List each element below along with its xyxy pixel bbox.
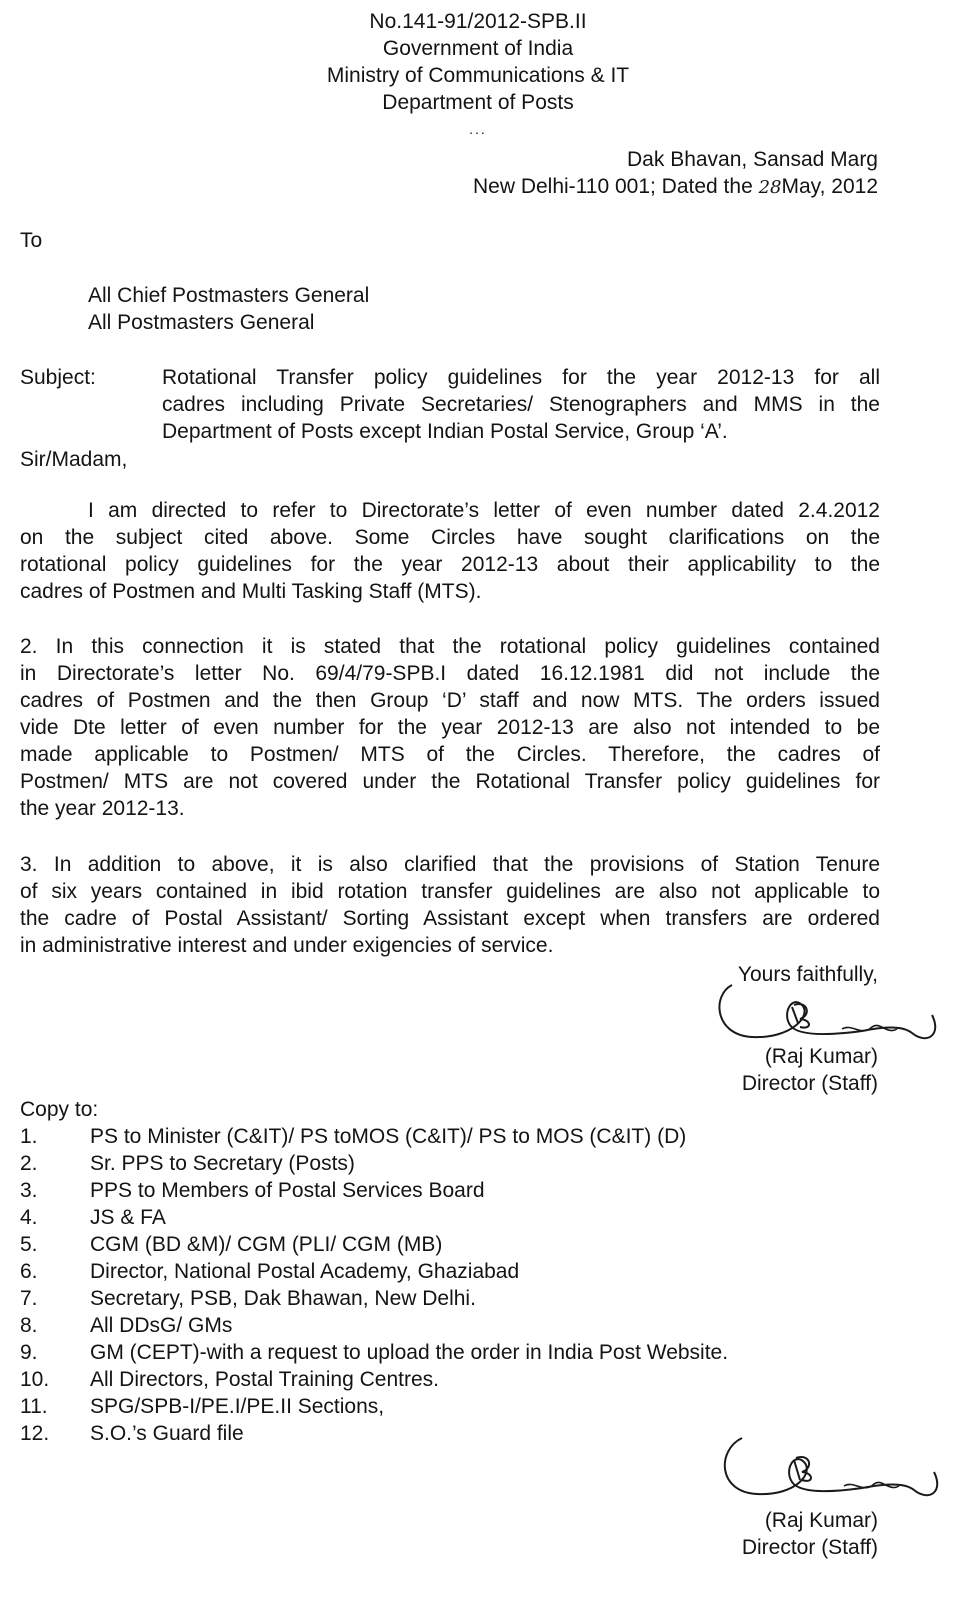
letter-header — [0, 8, 956, 143]
paragraph-line: 2. In this connection it is stated that the rotational policy guidelines contained — [20, 635, 880, 658]
header-separator: ... — [469, 121, 487, 137]
copy-to-label: Copy to: — [20, 1098, 99, 1121]
paragraph-2 — [20, 633, 880, 822]
list-item: 7. Secretary, PSB, Dak Bhawan, New Delhi. — [20, 1287, 476, 1310]
paragraph-3 — [20, 851, 880, 959]
paragraph-line: rotational policy guidelines for the year 2012-13 about their applicability to the — [20, 553, 880, 576]
department-name: Department of Posts — [382, 91, 574, 114]
list-item: 2. Sr. PPS to Secretary (Posts) — [20, 1152, 355, 1175]
date-suffix: May, 2012 — [781, 175, 878, 198]
paragraph-line: I am directed to refer to Directorate’s letter of even number dated 2.4.2012 — [88, 499, 880, 522]
subject-line: Department of Posts except Indian Postal Service, Group ‘A’. — [162, 420, 728, 443]
salutation: Sir/Madam, — [20, 448, 128, 471]
paragraph-1 — [20, 497, 880, 605]
list-item: 9. GM (CEPT)-with a request to upload the order in India Post Website. — [20, 1341, 729, 1364]
list-item: 3. PPS to Members of Postal Services Board — [20, 1179, 485, 1202]
copy-to-list — [20, 1123, 880, 1447]
list-item: 8. All DDsG/ GMs — [20, 1314, 233, 1337]
recipient-2: All Postmasters General — [88, 311, 315, 334]
list-item: 5. CGM (BD &M)/ CGM (PLI/ CGM (MB) — [20, 1233, 443, 1256]
list-item: 12. S.O.’s Guard file — [20, 1422, 244, 1445]
paragraph-line: cadres of Postmen and Multi Tasking Staff (MTS). — [20, 580, 482, 603]
signatory-2-designation: Director (Staff) — [741, 1536, 878, 1559]
file-number: No.141-91/2012-SPB.II — [369, 10, 587, 33]
paragraph-line: in Directorate’s letter No. 69/4/79-SPB.I dated 16.12.1981 did not include the — [20, 662, 880, 685]
to-label: To — [20, 229, 43, 252]
date-prefix: New Delhi-110 001; Dated the — [472, 175, 753, 198]
subject-line: cadres including Private Secretaries/ Stenographers and MMS in the — [162, 393, 880, 416]
address-line-1: Dak Bhavan, Sansad Marg — [627, 148, 878, 171]
list-item: 4. JS & FA — [20, 1206, 166, 1229]
address-line-2 — [473, 173, 878, 201]
signatory-designation: Director (Staff) — [741, 1072, 878, 1095]
list-item: 10. All Directors, Postal Training Centres. — [20, 1368, 439, 1391]
paragraph-line: the cadre of Postal Assistant/ Sorting Assistant except when transfers are ordered — [20, 907, 880, 930]
paragraph-line: cadres of Postmen and the then Group ‘D’ staff and now MTS. The orders issued — [20, 689, 880, 712]
list-item: 11. SPG/SPB-I/PE.I/PE.II Sections, — [20, 1395, 385, 1418]
ministry-name: Ministry of Communications & IT — [326, 64, 630, 87]
subject-text — [162, 364, 880, 445]
subject-label: Subject: — [20, 366, 96, 389]
paragraph-line: of six years contained in ibid rotation transfer guidelines are also not applicable to — [20, 880, 880, 903]
government-name: Government of India — [382, 37, 574, 60]
signatory-2-name: (Raj Kumar) — [764, 1509, 878, 1532]
paragraph-line: the year 2012-13. — [20, 797, 185, 820]
list-item: 1. PS to Minister (C&IT)/ PS toMOS (C&IT)/ PS to MOS (C&IT) (D) — [20, 1125, 687, 1148]
signatory-name: (Raj Kumar) — [764, 1045, 878, 1068]
paragraph-line: in administrative interest and under exigencies of service. — [20, 934, 554, 957]
paragraph-line: on the subject cited above. Some Circles have sought clarifications on the — [20, 526, 880, 549]
recipient-1: All Chief Postmasters General — [88, 284, 370, 307]
closing: Yours faithfully, — [737, 963, 878, 986]
paragraph-line: vide Dte letter of even number for the year 2012-13 are also not intended to be — [20, 716, 880, 739]
paragraph-line: 3. In addition to above, it is also clarified that the provisions of Station Tenure — [20, 853, 880, 876]
paragraph-line: Postmen/ MTS are not covered under the Rotational Transfer policy guidelines for — [20, 770, 880, 793]
handwritten-day: 28 — [758, 177, 782, 198]
list-item: 6. Director, National Postal Academy, Ghaziabad — [20, 1260, 520, 1283]
paragraph-line: made applicable to Postmen/ MTS of the Circles. Therefore, the cadres of — [20, 743, 880, 766]
subject-line: Rotational Transfer policy guidelines for the year 2012-13 for all — [162, 366, 880, 389]
